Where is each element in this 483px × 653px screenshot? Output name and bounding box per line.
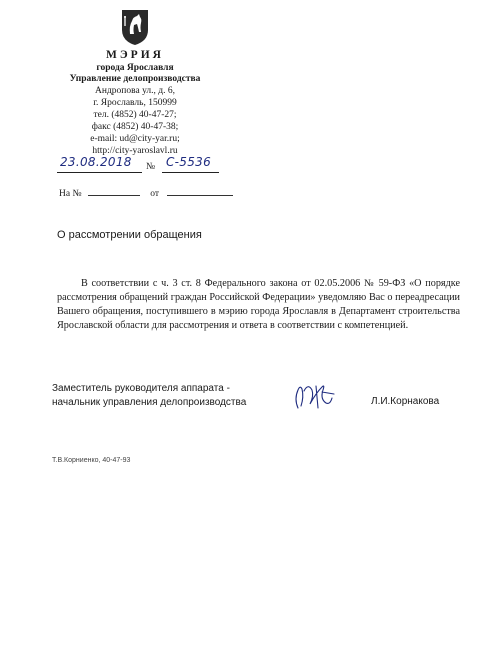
org-city: города Ярославля — [96, 63, 174, 73]
letter-body: В соответствии с ч. 3 ст. 8 Федерального закона от 02.05.2006 № 59-ФЗ «О порядке рассмотрения обращений граждан Российской Федерации» уведомляю Вас о переадресации Вашего обращения, поступившего в мэрию города Ярославля в Департамент строительства Ярославской области для рассмотрения и ответа в соответствии с компетенцией. — [57, 278, 460, 331]
handwritten-date: 23.08.2018 — [60, 155, 132, 169]
handwritten-signature — [292, 381, 338, 411]
org-name: МЭРИЯ — [106, 49, 164, 61]
reference-number-blank — [88, 186, 140, 196]
executor-note: Т.В.Корниенко, 40-47-93 — [52, 457, 131, 464]
address-line: г. Ярославль, 150999 — [93, 98, 177, 108]
phone-line: тел. (4852) 40-47-27; — [93, 110, 177, 120]
letter-subject: О рассмотрении обращения — [57, 229, 202, 241]
website-line: http://city-yaroslavl.ru — [92, 146, 178, 156]
coat-of-arms-icon — [120, 8, 150, 46]
reference-label: На № — [59, 189, 82, 199]
signer-title — [52, 382, 246, 410]
fax-line: факс (4852) 40-47-38; — [91, 122, 179, 132]
signer-title-line: Заместитель руководителя аппарата - — [52, 383, 230, 394]
reference-line — [59, 186, 233, 199]
handwritten-reg-number: С-5536 — [166, 155, 212, 169]
email-line: e-mail: ud@city-yar.ru; — [90, 134, 180, 144]
address-line: Андропова ул., д. 6, — [95, 86, 175, 96]
org-department: Управление делопроизводства — [69, 74, 201, 84]
signer-name: Л.И.Корнакова — [371, 396, 440, 407]
reference-date-blank — [167, 186, 233, 196]
number-sign: № — [146, 162, 156, 172]
date-underline — [57, 172, 142, 173]
number-underline — [162, 172, 219, 173]
reference-from-label: от — [150, 189, 160, 199]
signer-title-line: начальник управления делопроизводства — [52, 397, 247, 408]
